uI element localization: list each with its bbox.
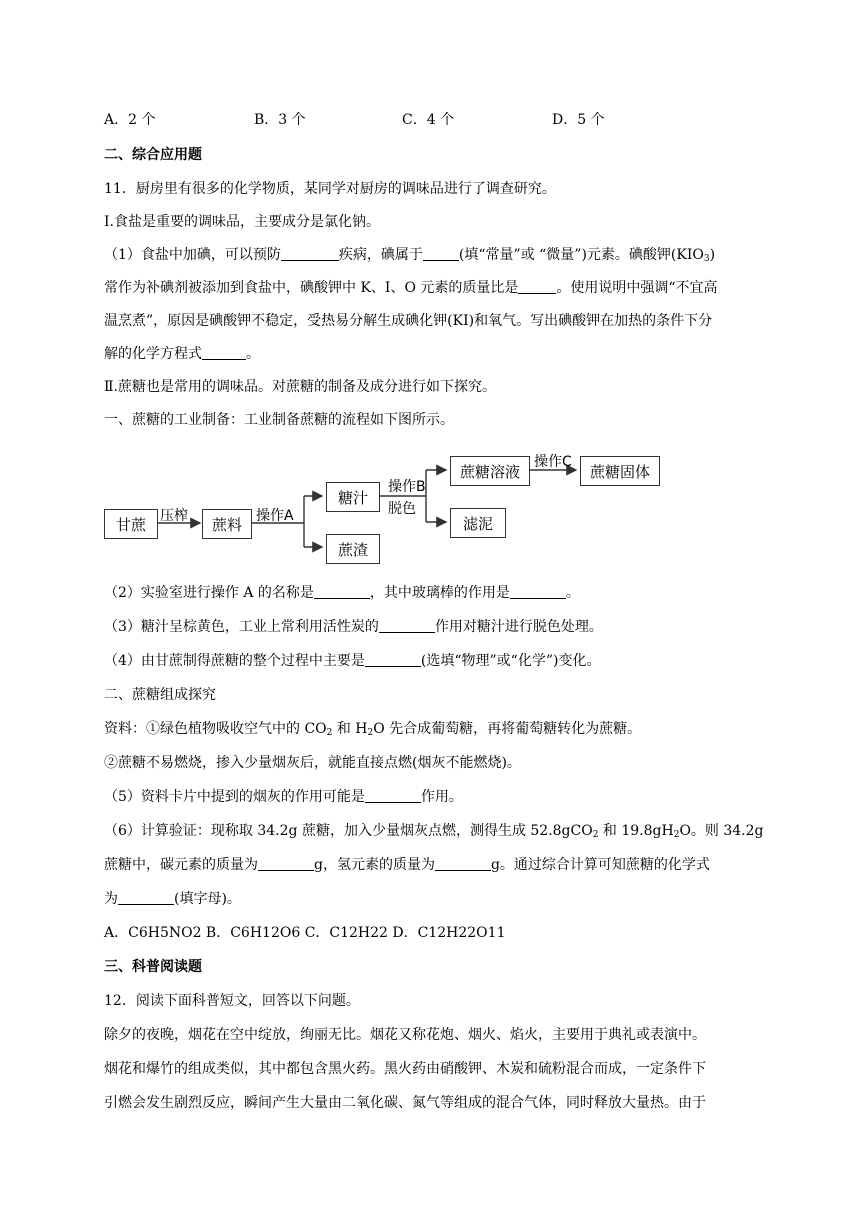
q11-s1-line4: 解的化学方程式 。 <box>104 346 260 362</box>
blank[interactable] <box>365 788 421 803</box>
blank[interactable] <box>281 246 339 261</box>
q11-choices: A．C6H5NO2 B．C6H12O6 C．C12H22 D．C12H22O11 <box>104 925 506 941</box>
q11-s5: （5）资料卡片中提到的烟灰的作用可能是 作用。 <box>104 789 463 805</box>
blank[interactable] <box>423 246 459 261</box>
box-guti: 蔗糖固体 <box>580 456 660 486</box>
box-zheliao: 蔗料 <box>202 509 252 539</box>
label-opC: 操作C <box>534 454 572 470</box>
q12-para-line2: 烟花和爆竹的组成类似，其中都包含黑火药。黑火药由硝酸钾、木炭和硫粉混合而成，一定条件下 <box>104 1061 706 1077</box>
box-luni: 滤泥 <box>450 508 506 538</box>
section-heading-2: 二、综合应用题 <box>104 147 202 163</box>
q12-stem: 12．阅读下面科普短文，回答以下问题。 <box>104 993 360 1009</box>
option-d: D．5 个 <box>552 112 605 128</box>
q11-s4: （4）由甘蔗制得蔗糖的整个过程中主要是 (选填“物理”或“化学”)变化。 <box>104 653 601 669</box>
blank[interactable] <box>518 279 556 294</box>
q11-part2: Ⅱ.蔗糖也是常用的调味品。对蔗糖的制备及成分进行如下探究。 <box>104 379 496 395</box>
q11-s6-line1: （6）计算验证：现称取 34.2g 蔗糖，加入少量烟灰点燃，测得生成 52.8gCO$_2$ 和 $19.8gH_2O$。则 34.2g <box>104 823 764 840</box>
label-opB: 操作B <box>388 479 426 495</box>
q12-para-line1: 除夕的夜晚，烟花在空中绽放，绚丽无比。烟花又称花炮、烟火、焰火，主要用于典礼或表演中。 <box>104 1027 706 1043</box>
blank[interactable] <box>258 856 314 871</box>
q11-s3: （3）糖汁呈棕黄色，工业上常利用活性炭的 作用对糖汁进行脱色处理。 <box>104 619 603 635</box>
q11-info2: ②蔗糖不易燃烧，掺入少量烟灰后，就能直接点燃(烟灰不能燃烧)。 <box>104 755 521 771</box>
q11-part1: Ⅰ.食盐是重要的调味品，主要成分是氯化钠。 <box>104 214 380 230</box>
q11-s1-line2: 常作为补碘剂被添加到食盐中，碘酸钾中 K、I、O 元素的质量比是 。使用说明中强调“不宜高 <box>104 280 718 296</box>
q11-s6-line3: 为 (填字母)。 <box>104 891 241 907</box>
q11-stem: 11．厨房里有很多的化学物质，某同学对厨房的调味品进行了调查研究。 <box>104 181 556 197</box>
blank[interactable] <box>379 618 435 633</box>
q11-sub1: 一、蔗糖的工业制备：工业制备蔗糖的流程如下图所示。 <box>104 412 454 428</box>
q11-s6-line2: 蔗糖中，碳元素的质量为 g，氢元素的质量为 g。通过综合计算可知蔗糖的化学式 <box>104 857 710 873</box>
option-a: A．2 个 <box>104 112 156 128</box>
box-rongye: 蔗糖溶液 <box>450 456 530 486</box>
q12-para-line3: 引燃会发生剧烈反应，瞬间产生大量由二氧化碳、氮气等组成的混合气体，同时释放大量热。由于 <box>104 1095 706 1111</box>
box-tangzhi: 糖汁 <box>326 482 380 512</box>
box-ganzhe: 甘蔗 <box>104 509 158 539</box>
section-heading-3: 三、科普阅读题 <box>104 959 202 975</box>
label-opA: 操作A <box>256 508 294 524</box>
sugar-production-flowchart <box>104 450 664 568</box>
q11-sub2: 二、蔗糖组成探究 <box>104 687 216 703</box>
q11-info1: 资料：①绿色植物吸收空气中的 $CO_2$ 和 $H_2O$ 先合成葡萄糖，再将葡萄糖转化为蔗糖。 <box>104 721 642 738</box>
blank[interactable] <box>510 584 566 599</box>
blank[interactable] <box>314 584 370 599</box>
option-b: B．3 个 <box>254 112 306 128</box>
q11-s2: （2）实验室进行操作 A 的名称是 ，其中玻璃棒的作用是 。 <box>104 585 580 601</box>
q11-s1-line1: （1）食盐中加碘，可以预防 疾病，碘属于 (填“常量”或 “微量”)元素。碘酸钾$(KIO_3)$ <box>104 247 716 264</box>
option-c: C．4 个 <box>402 112 455 128</box>
box-zhezha: 蔗渣 <box>326 534 380 564</box>
blank[interactable] <box>202 345 246 360</box>
label-tuose: 脱色 <box>388 501 416 517</box>
label-zhazha: 压榨 <box>160 508 188 524</box>
blank[interactable] <box>118 890 174 905</box>
q11-s1-line3: 温烹煮”，原因是碘酸钾不稳定，受热易分解生成碘化钾(KI)和氧气。写出碘酸钾在加热的条件下分 <box>104 313 713 329</box>
blank[interactable] <box>365 652 421 667</box>
blank[interactable] <box>435 856 491 871</box>
